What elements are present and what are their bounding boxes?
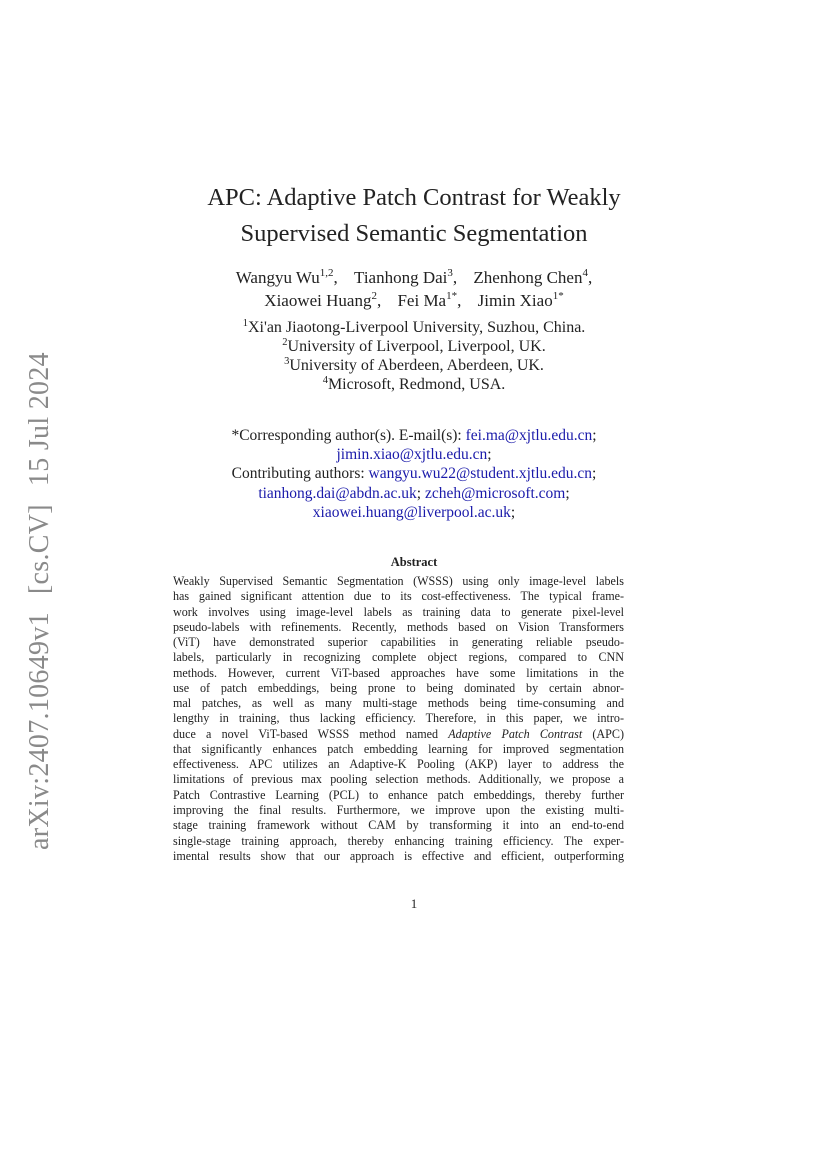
title-line-1: APC: Adaptive Patch Contrast for Weakly xyxy=(207,184,621,211)
email-link-tianhong[interactable]: tianhong.dai@abdn.ac.uk xyxy=(258,484,417,502)
author-list xyxy=(0,266,828,312)
author-affil-mark: 4 xyxy=(582,267,588,279)
abstract-line: methods. However, current ViT-based approaches have some limitations in the xyxy=(173,665,624,680)
author: Xiaowei Huang$^2$, xyxy=(264,290,382,310)
contact-block xyxy=(0,426,828,522)
abstract-line: labels, particularly in recognizing complete object regions, compared to CNN xyxy=(173,650,624,665)
contributing-line-2 xyxy=(0,484,828,503)
affiliation xyxy=(0,337,828,356)
page-number: 1 xyxy=(410,896,418,911)
author-affil-mark: 3 xyxy=(447,267,453,279)
author-name: Zhenhong Chen xyxy=(473,268,583,287)
separator: ; xyxy=(487,446,492,464)
email-link-wangyu[interactable]: wangyu.wu22@student.xjtlu.edu.cn xyxy=(368,465,593,483)
separator: ; xyxy=(416,484,422,502)
corresponding-line xyxy=(0,426,828,445)
email-link-zcheh[interactable]: zcheh@microsoft.com xyxy=(424,484,566,502)
affiliation-text: Xi'an Jiaotong-Liverpool University, Suzhou, China. xyxy=(247,319,586,336)
affiliation-mark: 1 xyxy=(242,318,248,329)
method-name-emphasis: Adaptive Patch Contrast xyxy=(448,726,583,741)
email-link-fei[interactable]: fei.ma@xjtlu.edu.cn xyxy=(465,427,593,444)
author: Tianhong Dai$^3$, xyxy=(354,267,458,287)
abstract-line: pseudo-labels with refinements. Recently, methods based on Vision Transformers xyxy=(173,619,624,634)
author-affil-mark: 1,2 xyxy=(319,267,334,279)
author: Zhenhong Chen$^4$, xyxy=(473,267,593,287)
affiliation xyxy=(0,318,828,337)
separator: ; xyxy=(510,503,516,521)
abstract-line: work involves using image-level labels as training data to generate pixel-level xyxy=(173,604,624,619)
title-line-2: Supervised Semantic Segmentation xyxy=(240,220,588,247)
contributing-line-3 xyxy=(0,503,828,522)
abstract-text: (APC) xyxy=(592,726,624,741)
abstract-line xyxy=(173,727,624,742)
abstract-line: (ViT) have demonstrated superior capabilities in generating reliable pseudo- xyxy=(173,635,624,650)
abstract-line: use of patch embeddings, being prone to being dominated by certain abnor- xyxy=(173,680,624,695)
affiliation-mark: 4 xyxy=(322,375,328,386)
abstract-heading: Abstract xyxy=(390,555,438,569)
author-affil-mark: 1* xyxy=(552,290,564,302)
arxiv-date: 15 Jul 2024 xyxy=(24,352,55,487)
separator: ; xyxy=(565,484,570,502)
author-name: Jimin Xiao xyxy=(477,291,553,310)
affiliation-text: University of Aberdeen, Aberdeen, UK. xyxy=(289,357,544,374)
corresponding-line-2 xyxy=(0,445,828,464)
paper-title xyxy=(0,180,828,252)
abstract-line: stage training framework without CAM by transforming it into an end-to-end xyxy=(173,818,624,833)
abstract-line: Weakly Supervised Semantic Segmentation (WSSS) using only image-level labels xyxy=(173,574,624,588)
separator: ; xyxy=(592,465,597,483)
abstract-line: that significantly enhances patch embedding learning for improved segmentation xyxy=(173,741,624,756)
contributing-label: Contributing authors: xyxy=(231,465,365,483)
author-name: Wangyu Wu xyxy=(235,268,320,287)
author-affil-mark: 2 xyxy=(371,290,377,302)
abstract-line: effectiveness. APC utilizes an Adaptive-K Pooling (AKP) layer to address the xyxy=(173,757,624,772)
affiliation-mark: 2 xyxy=(282,337,288,348)
abstract-line: has gained significant attention due to its cost-effectiveness. The typical frame- xyxy=(173,589,624,604)
author-line-2 xyxy=(0,289,828,312)
author-name: Xiaowei Huang xyxy=(264,291,372,310)
abstract-line: Patch Contrastive Learning (PCL) to enhance patch embeddings, thereby further xyxy=(173,787,624,802)
author-affil-mark: 1* xyxy=(446,290,458,302)
abstract-line: mal patches, as well as many multi-stage methods being time-consuming and xyxy=(173,696,624,711)
email-link-jimin[interactable]: jimin.xiao@xjtlu.edu.cn xyxy=(336,446,488,464)
affiliation-text: University of Liverpool, Liverpool, UK. xyxy=(287,338,546,355)
affiliation-text: Microsoft, Redmond, USA. xyxy=(327,376,506,393)
author-name: Tianhong Dai xyxy=(354,268,448,287)
affiliation-mark: 3 xyxy=(284,356,290,367)
arxiv-id: arXiv:2407.10649v1 xyxy=(24,612,55,850)
author xyxy=(478,291,564,310)
abstract-line: lengthy in training, thus lacking efficiency. Therefore, in this paper, we intro- xyxy=(173,711,624,726)
abstract-line: improving the final results. Furthermore, we improve upon the existing multi- xyxy=(173,802,624,817)
email-link-xiaowei[interactable]: xiaowei.huang@liverpool.ac.uk xyxy=(312,503,511,521)
author-name: Fei Ma xyxy=(397,291,447,310)
affiliation xyxy=(0,375,828,394)
arxiv-category: [cs.CV] xyxy=(24,504,55,595)
abstract-body xyxy=(173,574,624,864)
abstract-text: duce a novel ViT-based WSSS method named xyxy=(173,726,439,741)
author-line-1 xyxy=(0,266,828,289)
corresponding-label: *Corresponding author(s). E-mail(s): xyxy=(231,427,462,444)
affiliation xyxy=(0,356,828,375)
separator: ; xyxy=(592,427,597,444)
abstract-line: limitations of previous max pooling selection methods. Additionally, we propose a xyxy=(173,772,624,787)
contributing-line xyxy=(0,464,828,483)
author: Fei $Ma^{1*}$, xyxy=(397,290,462,310)
affiliation-list xyxy=(0,318,828,394)
author: Wangyu Wu$^{1,2}$, xyxy=(235,267,338,287)
abstract-line: imental results show that our approach is effective and efficient, outperforming xyxy=(173,848,624,863)
abstract-line: single-stage training approach, thereby enhancing training efficiency. The exper- xyxy=(173,833,624,848)
